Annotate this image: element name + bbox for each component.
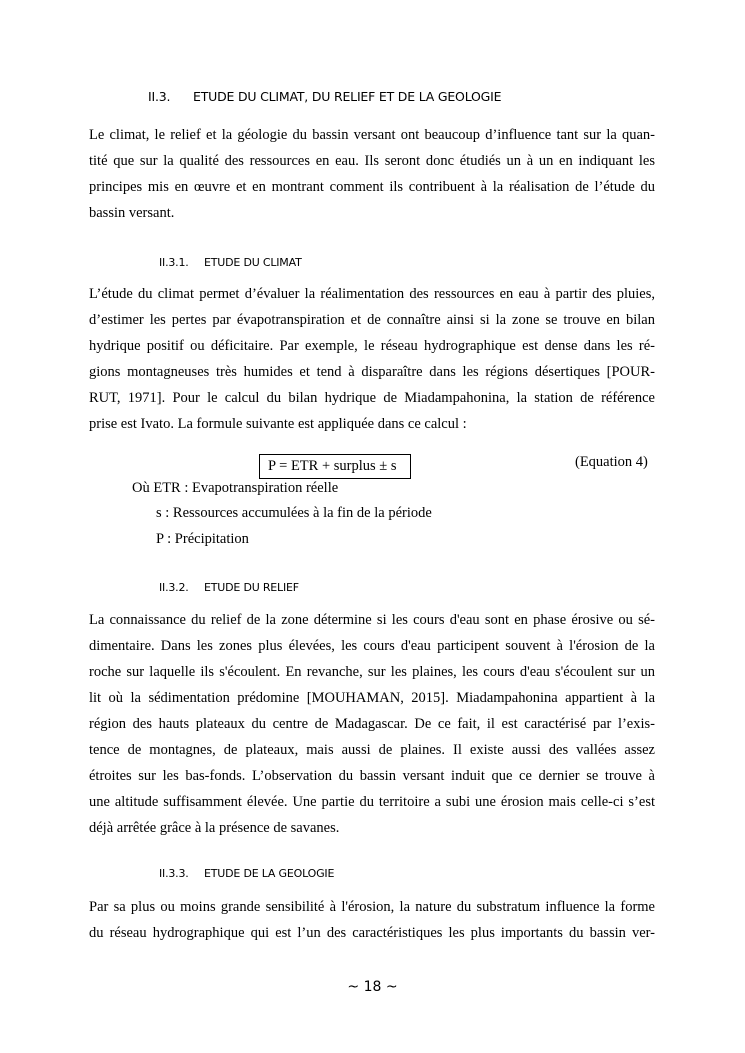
paragraph-line: Par sa plus ou moins grande sensibilité à l'érosion, la nature du substratum influence la forme	[89, 899, 655, 915]
subsection-title: ETUDE DU CLIMAT	[204, 256, 302, 269]
paragraph-line: dimentaire. Dans les zones plus élevées, les cours d'eau participent souvent à l'érosion de la	[89, 638, 655, 654]
equation-label: (Equation 4)	[575, 454, 648, 470]
paragraph-line: région des hauts plateaux du centre de Madagascar. De ce fait, il est caractérisé par l’exis-	[89, 716, 655, 732]
paragraph-line: une altitude suffisamment élevée. Une partie du territoire a subi une érosion mais celle-ci s’est	[89, 794, 655, 810]
paragraph-line: tité que sur la qualité des ressources en eau. Ils seront donc étudiés un à un en indiquant les	[89, 153, 655, 169]
subsection-title: ETUDE DU RELIEF	[204, 581, 299, 594]
paragraph-line: RUT, 1971]. Pour le calcul du bilan hydrique de Miadampahonina, la station de référence	[89, 390, 655, 406]
paragraph-line: lit où la sédimentation prédomine [MOUHAMAN, 2015]. Miadampahonina appartient à la	[89, 690, 655, 706]
subsection-number: II.3.2.	[159, 581, 189, 594]
page-number: ~ 18 ~	[347, 979, 398, 995]
section-heading	[148, 89, 501, 104]
section-title: ETUDE DU CLIMAT, DU RELIEF ET DE LA GEOLOGIE	[193, 89, 502, 104]
paragraph-line: d’estimer les pertes par évapotranspiration et de connaître ainsi si la zone se trouve en bilan	[89, 312, 655, 328]
paragraph-line: Le climat, le relief et la géologie du bassin versant ont beaucoup d’influence tant sur la quan-	[89, 127, 655, 143]
subsection-heading-climat	[159, 256, 302, 269]
paragraph-line: roche sur laquelle ils s'écoulent. En revanche, sur les plaines, les cours d'eau s'écoulent sur un	[89, 664, 655, 680]
definition-line: s : Ressources accumulées à la fin de la période	[156, 505, 432, 521]
paragraph-line: prise est Ivato. La formule suivante est appliquée dans ce calcul :	[89, 416, 467, 432]
paragraph-line: bassin versant.	[89, 205, 175, 221]
paragraph-line: La connaissance du relief de la zone détermine si les cours d'eau sont en phase érosive ou sé-	[89, 612, 655, 628]
paragraph-line: tence de montagnes, de plateaux, mais aussi de plaines. Il existe aussi des vallées assez	[89, 742, 655, 758]
subsection-number: II.3.3.	[159, 867, 189, 880]
paragraph-line: déjà arrêtée grâce à la présence de savanes.	[89, 820, 340, 836]
paragraph-line: L’étude du climat permet d’évaluer la réalimentation des ressources en eau à partir des pluies,	[89, 286, 655, 302]
subsection-heading-geologie	[159, 867, 334, 880]
paragraph-line: gions montagneuses très humides et tend à disparaître dans les régions désertiques [POUR-	[89, 364, 655, 380]
paragraph-line: étroites sur les bas-fonds. L’observation du bassin versant induit que ce dernier se trouve à	[89, 768, 655, 784]
paragraph-line: hydrique positif ou déficitaire. Par exemple, le réseau hydrographique est dense dans les ré-	[89, 338, 655, 354]
definition-line: Où ETR : Evapotranspiration réelle	[132, 480, 339, 496]
section-number: II.3.	[148, 89, 171, 104]
subsection-title: ETUDE DE LA GEOLOGIE	[204, 867, 335, 880]
subsection-heading-relief	[159, 581, 299, 594]
equation-box: P = ETR + surplus ± s	[259, 454, 411, 479]
paragraph-line: du réseau hydrographique qui est l’un des caractéristiques les plus importants du bassin ver-	[89, 925, 655, 941]
paragraph-line: principes mis en œuvre et en montrant comment ils contribuent à la réalisation de l’étude du	[89, 179, 655, 195]
definition-line: P : Précipitation	[156, 531, 249, 547]
subsection-number: II.3.1.	[159, 256, 189, 269]
